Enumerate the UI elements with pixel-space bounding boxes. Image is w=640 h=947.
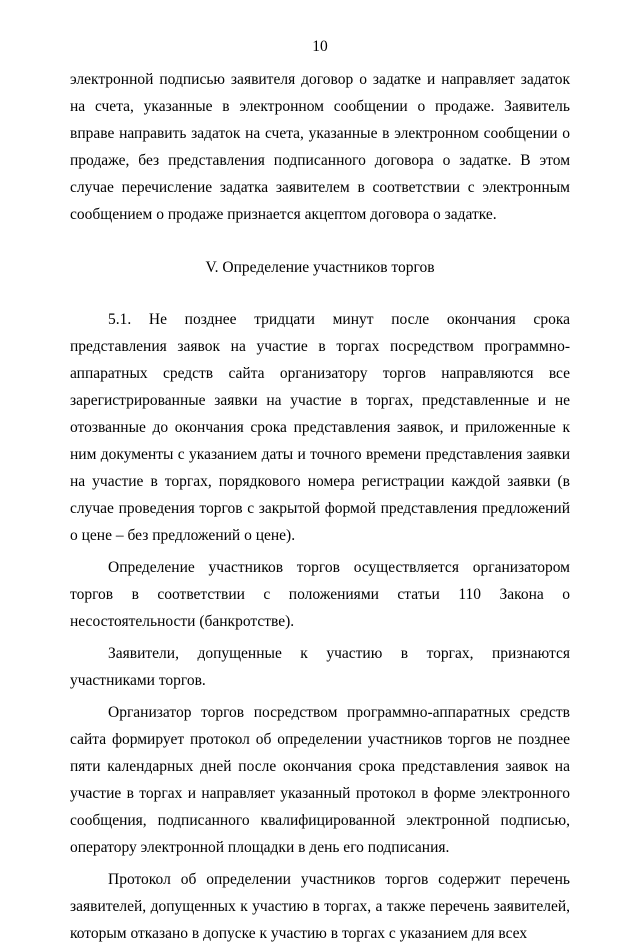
paragraph-organizer-protocol: Организатор торгов посредством программно-аппаратных средств сайта формирует протокол об определении участников торгов не позднее пяти календарных дней после окончания срока представления заявок на участие в торгах и направляет указанный протокол в форме электронного сообщения, подписанного квалифицированной электронной подписью, оператору электронной площадки в день его подписания. [70,704,570,856]
document-body [70,66,570,947]
paragraph-participants-determination: Определение участников торгов осуществляется организатором торгов в соответствии с положениями статьи 110 Закона о несостоятельности (банкротстве). [70,559,570,630]
paragraph-admitted-applicants: Заявители, допущенные к участию в торгах, признаются участниками торгов. [70,645,570,689]
page-number: 10 [312,38,328,55]
paragraph-protocol-contents: Протокол об определении участников торгов содержит перечень заявителей, допущенных к участию в торгах, а также перечень заявителей, которым отказано в допуске к участию в торгах с указанием для всех [70,871,570,942]
paragraph-continuation: электронной подписью заявителя договор о задатке и направляет задаток на счета, указанные в электронном сообщении о продаже. Заявитель вправе направить задаток на счета, указанные в электронном сообщении о продаже, без представления подписанного договора о задатке. В этом случае перечисление задатка заявителем в соответствии с электронным сообщением о продаже признается акцептом договора о задатке. [70,71,570,223]
paragraph-5-1: 5.1. Не позднее тридцати минут после окончания срока представления заявок на участие в торгах посредством программно-аппаратных средств сайта организатору торгов направляются все зарегистрированные заявки на участие в торгах, представленные и не отозванные до окончания срока представления заявок, и приложенные к ним документы с указанием даты и точного времени представления заявки на участие в торгах, порядкового номера регистрации каждой заявки (в случае проведения торгов с закрытой формой представления предложений о цене – без предложений о цене). [70,311,570,544]
section-heading: V. Определение участников торгов [205,259,435,276]
